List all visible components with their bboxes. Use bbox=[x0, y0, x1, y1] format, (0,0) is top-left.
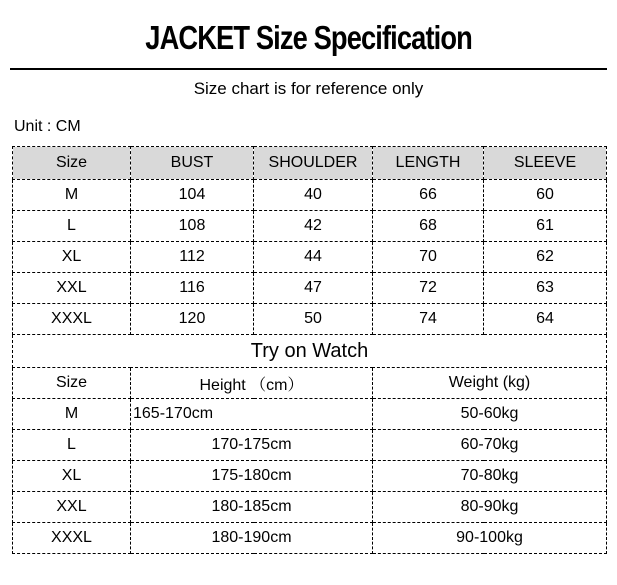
table-row bbox=[13, 430, 607, 461]
column-header: LENGTH bbox=[373, 147, 484, 180]
measurement-value: 72 bbox=[373, 273, 484, 304]
measurement-value: 50-60kg bbox=[373, 399, 607, 430]
section-title: Try on Watch bbox=[13, 335, 607, 368]
table-header-row bbox=[13, 147, 607, 180]
measurement-value: 108 bbox=[131, 211, 254, 242]
table-row bbox=[13, 492, 607, 523]
size-label: XXXL bbox=[13, 304, 131, 335]
measurement-value: 90-100kg bbox=[373, 523, 607, 554]
size-label: M bbox=[13, 399, 131, 430]
size-label: XL bbox=[13, 242, 131, 273]
measurement-value: 50 bbox=[254, 304, 373, 335]
size-label: XXXL bbox=[13, 523, 131, 554]
unit-label: Unit : CM bbox=[14, 118, 81, 135]
table-row bbox=[13, 523, 607, 554]
measurement-value: 70-80kg bbox=[373, 461, 607, 492]
measurement-value: 61 bbox=[484, 211, 607, 242]
measurement-value: 68 bbox=[373, 211, 484, 242]
measurement-value: 64 bbox=[484, 304, 607, 335]
column-header: Size bbox=[13, 368, 131, 399]
size-label: XXL bbox=[13, 273, 131, 304]
size-label: XL bbox=[13, 461, 131, 492]
table-row bbox=[13, 304, 607, 335]
size-label: L bbox=[13, 430, 131, 461]
measurement-value: 66 bbox=[373, 180, 484, 211]
page-title: JACKET Size Specification bbox=[145, 18, 472, 57]
measurement-value: 74 bbox=[373, 304, 484, 335]
measurement-value: 175-180cm bbox=[131, 461, 373, 492]
measurement-value: 47 bbox=[254, 273, 373, 304]
column-header: Weight (kg) bbox=[373, 368, 607, 399]
measurement-value: 180-190cm bbox=[131, 523, 373, 554]
measurement-value: 40 bbox=[254, 180, 373, 211]
table-row bbox=[13, 461, 607, 492]
measurement-value: 116 bbox=[131, 273, 254, 304]
try-on-section-row bbox=[13, 335, 607, 368]
measurement-value: 42 bbox=[254, 211, 373, 242]
measurement-value: 60-70kg bbox=[373, 430, 607, 461]
table-row bbox=[13, 211, 607, 242]
measurement-value: 80-90kg bbox=[373, 492, 607, 523]
title-divider bbox=[10, 68, 607, 70]
measurement-value: 104 bbox=[131, 180, 254, 211]
measurement-value: 180-185cm bbox=[131, 492, 373, 523]
measurement-value: 60 bbox=[484, 180, 607, 211]
column-header: BUST bbox=[131, 147, 254, 180]
column-header: SLEEVE bbox=[484, 147, 607, 180]
measurement-value: 63 bbox=[484, 273, 607, 304]
column-header: SHOULDER bbox=[254, 147, 373, 180]
table-row bbox=[13, 180, 607, 211]
measurement-value: 120 bbox=[131, 304, 254, 335]
size-spec-table bbox=[12, 146, 607, 554]
size-label: M bbox=[13, 180, 131, 211]
measurement-value: 70 bbox=[373, 242, 484, 273]
try-on-header-row bbox=[13, 368, 607, 399]
measurement-value: 62 bbox=[484, 242, 607, 273]
table-row bbox=[13, 273, 607, 304]
subtitle: Size chart is for reference only bbox=[193, 79, 424, 98]
size-spec-table-body bbox=[13, 147, 607, 554]
table-row bbox=[13, 242, 607, 273]
column-header: Size bbox=[13, 147, 131, 180]
size-label: L bbox=[13, 211, 131, 242]
table-row bbox=[13, 399, 607, 430]
measurement-value: 165-170cm bbox=[131, 399, 373, 430]
measurement-value: 44 bbox=[254, 242, 373, 273]
title-wrap bbox=[0, 20, 617, 60]
measurement-value: 170-175cm bbox=[131, 430, 373, 461]
column-header: Height （cm） bbox=[131, 368, 373, 399]
measurement-value: 112 bbox=[131, 242, 254, 273]
size-label: XXL bbox=[13, 492, 131, 523]
